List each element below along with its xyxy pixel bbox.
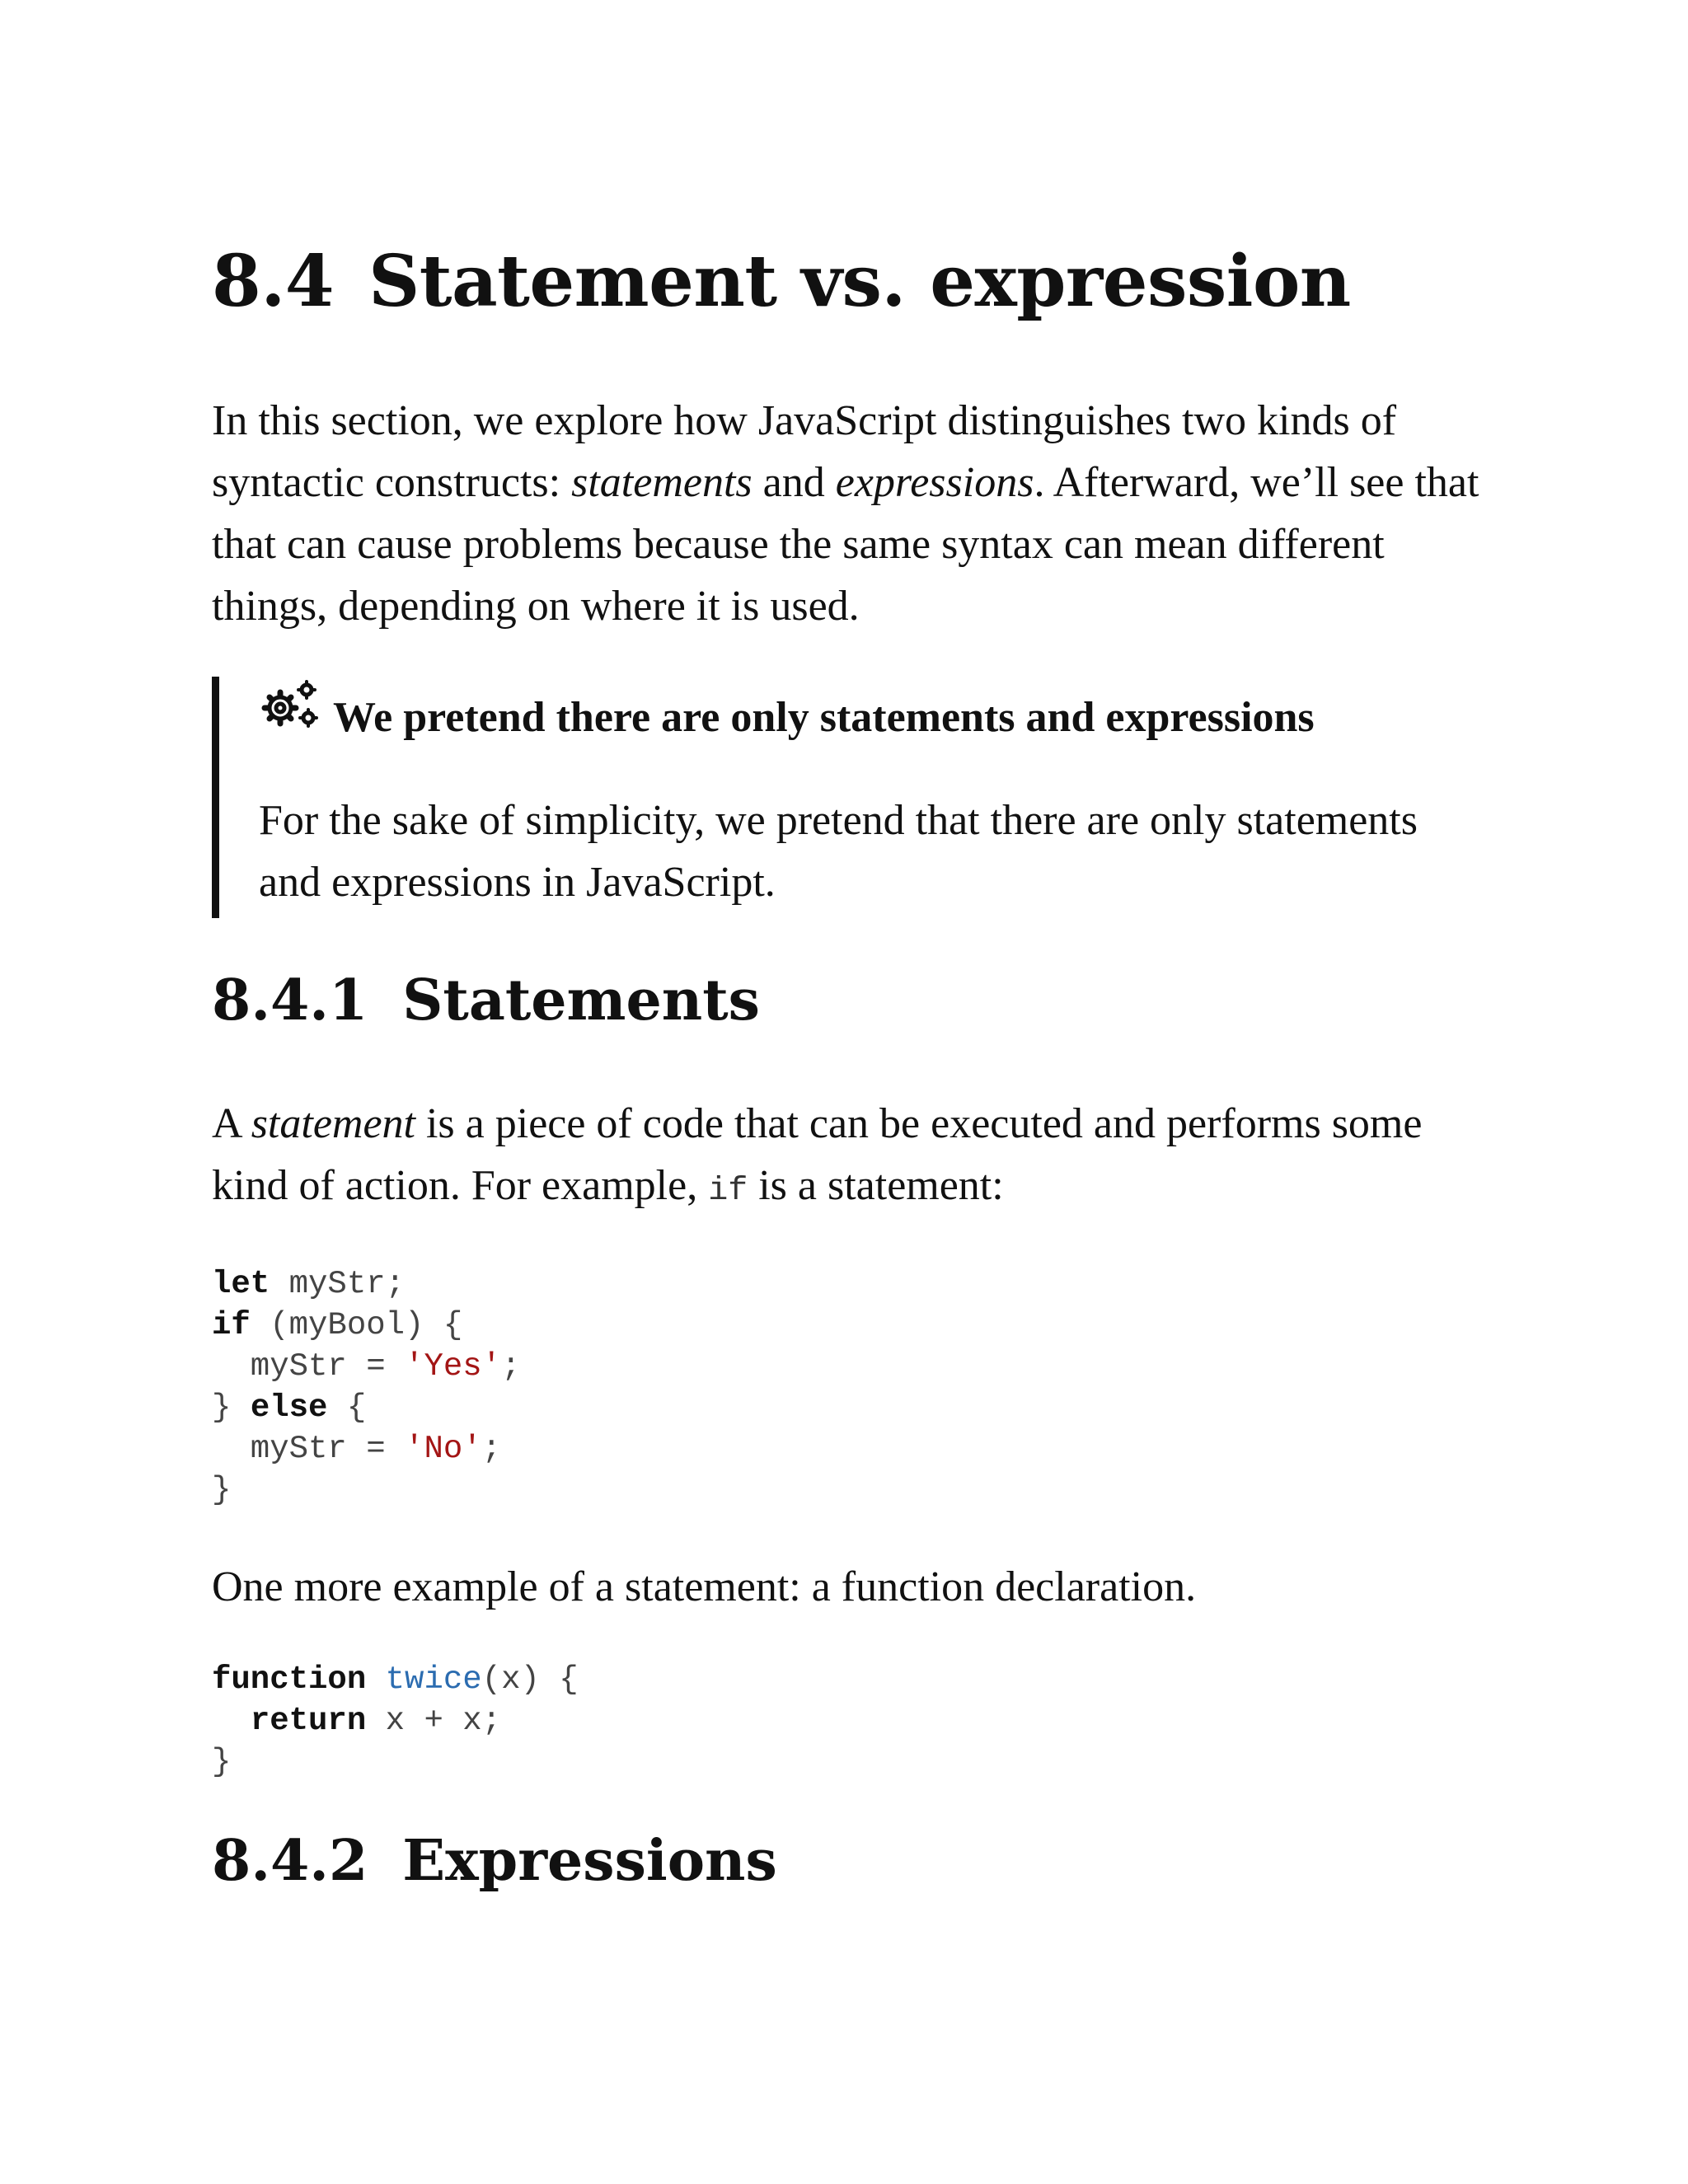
intro-em-expressions: expressions	[835, 459, 1034, 507]
code-text: myStr =	[212, 1430, 406, 1467]
code-text: x + x;	[366, 1702, 502, 1739]
section-title: Statement vs. expression	[368, 240, 1351, 323]
function-example-paragraph: One more example of a statement: a function declaration.	[212, 1563, 1197, 1610]
intro-text-3: . Afterward, we’ll see that that can cause problems because the same syntax can mean different things, depending on where it is used.	[212, 459, 1479, 630]
code-keyword: let	[212, 1265, 270, 1302]
intro-paragraph	[212, 390, 1481, 637]
section-heading	[212, 239, 1481, 324]
statement-text-3: is a statement:	[748, 1161, 1004, 1209]
code-text: myStr;	[270, 1265, 406, 1302]
statement-em: statement	[251, 1099, 415, 1147]
code-block-function	[212, 1659, 1481, 1783]
code-text: {	[327, 1389, 367, 1426]
code-keyword: if	[212, 1306, 251, 1343]
subsection-heading-expressions	[212, 1828, 1481, 1896]
callout-title	[259, 680, 1481, 748]
gears-icon	[259, 680, 320, 734]
subsection-number: 8.4.2	[212, 1827, 368, 1894]
code-block-if	[212, 1263, 1481, 1511]
code-text	[212, 1703, 251, 1739]
section-number: 8.4	[212, 240, 335, 323]
code-keyword: return	[250, 1702, 367, 1739]
callout-box	[212, 677, 1481, 918]
intro-text-1: In this section, we explore how JavaScript distinguishes two kinds of syntactic constructs:	[212, 397, 1397, 507]
inline-code-if: if	[708, 1172, 748, 1210]
code-string: 'No'	[405, 1430, 482, 1467]
code-text: }	[212, 1471, 232, 1508]
code-keyword: else	[250, 1389, 328, 1426]
code-text: (myBool) {	[250, 1306, 463, 1343]
code-text: (x) {	[481, 1661, 579, 1698]
statement-paragraph	[212, 1093, 1481, 1222]
content	[212, 239, 1481, 1895]
intro-text-2: and	[752, 459, 836, 507]
callout-body: For the sake of simplicity, we pretend that there are only statements and expressions in JavaScript.	[259, 797, 1418, 907]
code-text: ;	[501, 1347, 521, 1385]
intro-em-statements: statements	[571, 459, 753, 507]
subsection-title: Expressions	[402, 1827, 777, 1894]
code-function-name: twice	[385, 1661, 482, 1698]
code-text: ;	[481, 1430, 502, 1467]
code-text: myStr =	[212, 1347, 406, 1385]
subsection-title: Statements	[402, 968, 760, 1034]
subsection-number: 8.4.1	[212, 968, 368, 1034]
code-text: }	[212, 1743, 232, 1780]
statement-text-1: A	[212, 1099, 251, 1147]
callout-title-text: We pretend there are only statements and expressions	[333, 694, 1315, 742]
code-text	[366, 1661, 385, 1698]
statement-text-2: is a piece of code that can be executed and performs some kind of action. For example,	[212, 1099, 1423, 1209]
code-text: }	[212, 1389, 251, 1426]
subsection-heading-statements	[212, 968, 1481, 1035]
code-keyword: function	[212, 1661, 367, 1698]
code-string: 'Yes'	[405, 1347, 502, 1385]
